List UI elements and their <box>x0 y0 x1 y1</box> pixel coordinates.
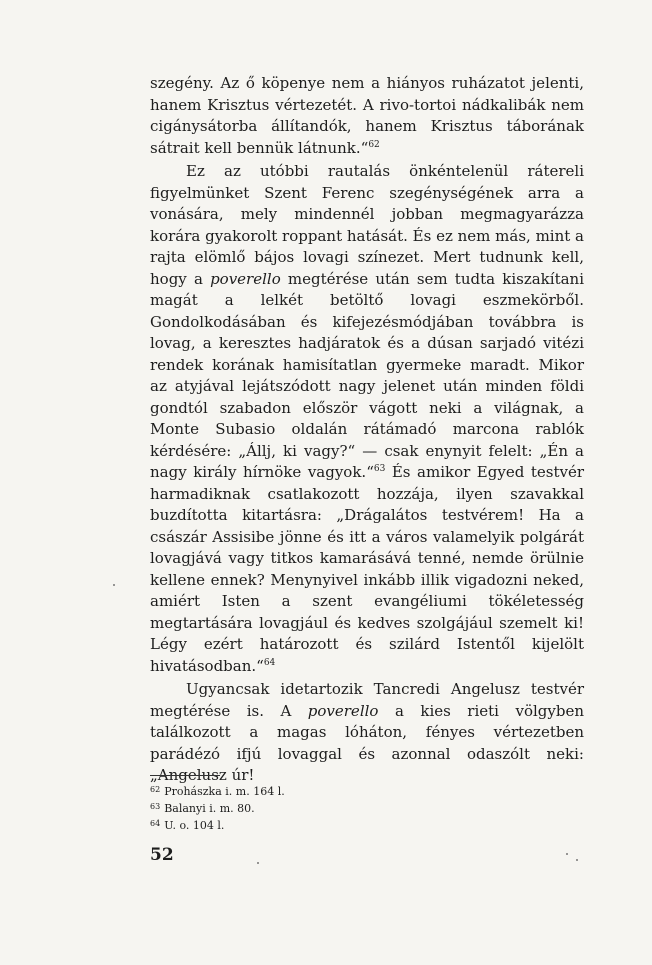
text-run: a kies rieti völgyben találkozott a magas lóháton, fényes vértezetben parádézó ifjú lovaggal és azonnal odaszólt neki: „Angelusz úr! <box>150 701 584 784</box>
footnote-text: Prohászka i. m. 164 l. <box>164 785 285 798</box>
footnote-number: 63 <box>150 802 161 811</box>
paper-speck <box>566 853 568 855</box>
italic-term: poverello <box>307 701 379 720</box>
paragraph <box>150 679 584 787</box>
body-text <box>150 73 584 787</box>
paper-speck <box>257 862 259 864</box>
text-run: megtérése után sem tudta kiszakítani magát a lelkét betöltő lovagi eszmekörből. Gondolkodásában és kifejezésmódjában továbbra is lovag, a keresztes hadjáratok és a dúsan sarjadó vitézi rendek korának hamisítatlan gyermeke maradt. Mikor az atyjával lejátszódott nagy jelenet után minden földi gondtól szabadon először vágott neki a világnak, a Monte Subasio oldalán rátámadó marcona rablók kérdésére: „Állj, ki vagy?“ — csak enynyit felelt: „Én a nagy király hírnöke vagyok.“ <box>150 269 584 481</box>
footnote-ref: 63 <box>373 464 386 474</box>
footnote-text: U. o. 104 l. <box>164 819 225 832</box>
paper-speck <box>113 584 115 586</box>
paragraph <box>150 73 584 159</box>
page-number: 52 <box>150 845 174 865</box>
text-run: Ugyancsak idetartozik Tancredi Angelusz testvér megtérése is. A <box>150 680 584 720</box>
paragraph <box>150 161 584 677</box>
footnote <box>150 782 450 799</box>
footnote-number: 62 <box>150 785 161 794</box>
text-run: Ez az utóbbi rautalás önkéntelenül rátereli figyelmünket Szent Ferenc szegénységének arra a vonására, mely mindennél jobban megmagyarázza korára gyakorolt roppant hatását. És ez nem más, mint a rajta elömlő bájos lovagi színezet. Mert tudnunk kell, hogy a <box>150 162 584 288</box>
footnote <box>150 799 450 816</box>
footnote <box>150 816 450 833</box>
footnote-text: Balanyi i. m. 80. <box>164 802 255 815</box>
italic-term: poverello <box>210 269 281 288</box>
paper-speck <box>576 859 578 861</box>
footnotes <box>150 782 450 833</box>
text-run: szegény. Az ő köpenye nem a hiányos ruházatot jelenti, hanem Krisztus vértezetét. A rivo-tortoi nádkalibák nem cigánysátorba állítandók, hanem Krisztus táborának sátrait kell bennük látnunk.“ <box>150 74 584 157</box>
footnote-number: 64 <box>150 819 161 828</box>
footnote-ref: 62 <box>368 139 380 150</box>
footnote-ref: 64 <box>263 657 276 668</box>
text-run: És amikor Egyed testvér harmadiknak csatlakozott hozzája, ilyen szavakkal buzdította kitartásra: „Drágalátos testvérem! Ha a császár Assisibe jönne és itt a város valamelyik polgárát lovagjává vagy titkos kamarásává tenné, nemde örülnie kellene ennek? Menynyivel inkább illik vigadozni neked, amiért Isten a szent evangéliumi tökéletesség megtartására lovagjául és kedves szolgájául szemelt ki! Légy ezért határozott és szilárd Istentől kijelölt hivatásodban.“ <box>150 463 584 675</box>
footnote-rule <box>150 775 220 776</box>
